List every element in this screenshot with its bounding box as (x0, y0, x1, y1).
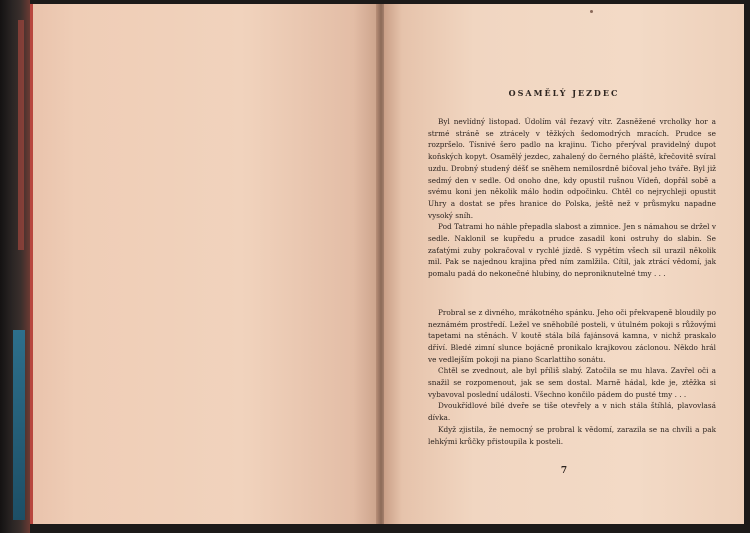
paragraph: Pod Tatrami ho náhle přepadla slabost a zimnice. Jen s námahou se držel v sedle. Naklonil se kupředu a prudce zasadil koni ostruhy do slabin. Se zaťatými zuby pokračoval v rychlé jízdě. S vypětím všech sil urazil několik mil. Pak se najednou krajina před ním zamlžila. Cítil, jak ztrácí vědomí, jak pomalu padá do nekonečné hlubiny, do neproniknutelné tmy . . . (428, 222, 716, 279)
paragraph: Chtěl se zvednout, ale byl příliš slabý. Zatočila se mu hlava. Zavřel oči a snažil se rozpomenout, jak se sem dostal. Marně hádal, kde je, ztěžka si vybavoval poslední události. Všechno končilo pádem do pusté tmy . . . (428, 366, 716, 399)
page-mark (590, 10, 593, 13)
chapter-title: OSAMĚLÝ JEZDEC (508, 88, 620, 98)
paragraph: Byl nevlídný listopad. Údolím vál řezavý vítr. Zasněžené vrcholky hor a strmé stráně se ztrácely v těžkých šedomodrých mracích. Prudce se rozpršelo. Tísnivé šero padlo na krajinu. Ticho přerýval pravidelný dupot koňských kopyt. Osamělý jezdec, zahalený do černého pláště, křečovitě svíral uzdu. Drobný studený déšť se sněhem nemilosrdně bičoval jeho tváře. Byl již sedmý den v sedle. Od onoho dne, kdy opustil rušnou Vídeň, dopřál sobě a svému koni jen několik málo hodin odpočinku. Chtěl co nejrychleji opustit Uhry a dostat se přes hranice do Polska, ještě než v průsmyku napadne vysoký sníh. (428, 117, 716, 220)
right-page (384, 4, 744, 524)
left-page-blank (30, 4, 381, 524)
cover-red-strip (18, 20, 24, 250)
paragraph: Dvoukřídlové bílé dveře se tiše otevřely a v nich stála štíhlá, plavovlasá dívka. (428, 401, 716, 423)
paragraph: Probral se z divného, mrákotného spánku. Jeho oči překvapeně bloudily po neznámém prostředí. Ležel ve sněhobílé posteli, v útulném pokoji s růžovými tapetami na stěnách. V koutě stála bílá fajánsová kamna, v nichž praskalo dříví. Bledé zimní slunce bojácně pronikalo krajkovou záclonou. Někdo hrál ve vedlejším pokoji na piano Scarlattiho sonátu. (428, 307, 716, 364)
page-number: 7 (560, 466, 568, 476)
chapter-text (428, 116, 716, 447)
cover-blue-strip (13, 330, 25, 520)
paragraph: Když zjistila, že nemocný se probral k vědomí, zarazila se na chvíli a pak lehkými krůčky přistoupila k posteli. (428, 424, 716, 446)
